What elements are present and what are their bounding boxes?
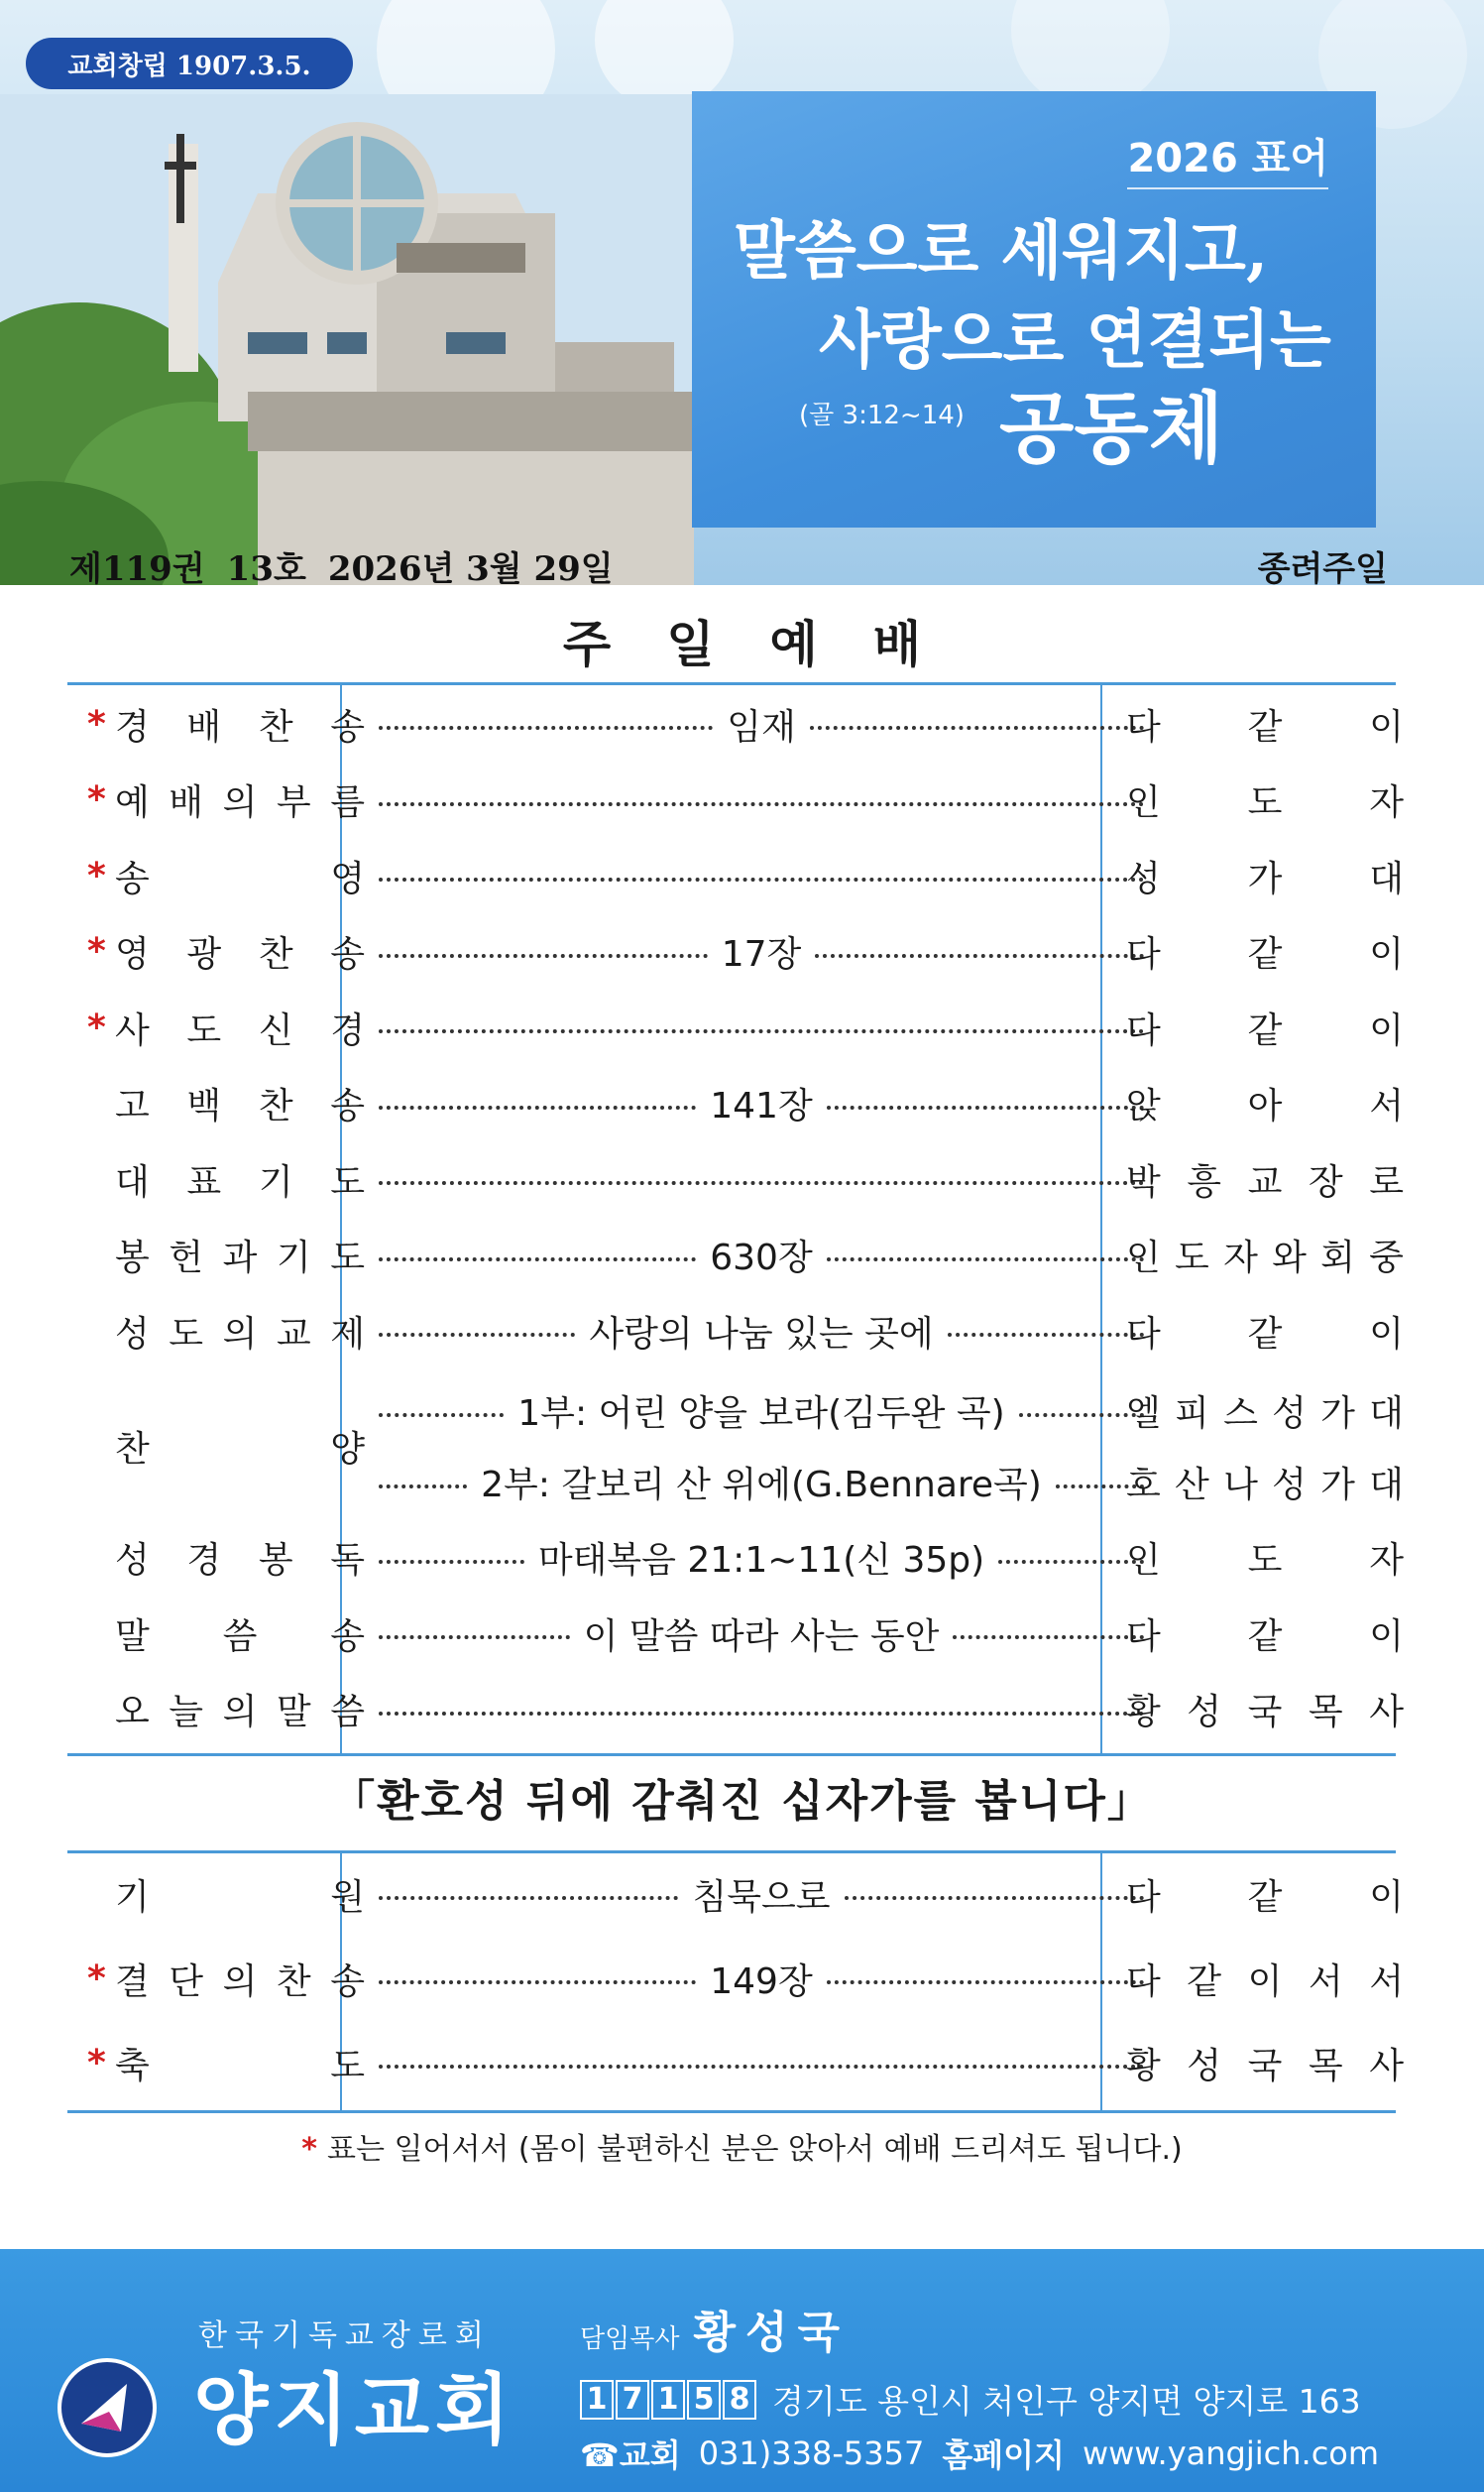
table-bottom-rule — [67, 2110, 1396, 2113]
standing-star: * — [87, 855, 106, 896]
contact-info — [580, 2431, 1379, 2476]
issue-volume: 제119권 — [69, 548, 205, 589]
denomination: 한국기독교장로회 — [198, 2318, 492, 2353]
item-label: 경 배 찬 송 — [115, 706, 365, 748]
note-star: * — [301, 2132, 317, 2167]
item-content: 침묵으로 — [692, 1876, 831, 1918]
item-content: 149장 — [710, 1960, 813, 2002]
motto-year: 2026 표어 — [1127, 127, 1328, 189]
worship-row — [67, 1672, 1404, 1747]
street-address: 경기도 용인시 처인구 양지면 양지로 163 — [772, 2382, 1361, 2421]
item-leader: 다 같 이 서 서 — [1126, 1960, 1404, 2002]
footer-bar — [0, 2249, 1484, 2492]
issue-info — [69, 535, 1388, 595]
standing-star: * — [87, 931, 106, 972]
standing-note — [0, 2124, 1484, 2168]
sermon-title: 「환호성 뒤에 감춰진 십자가를 봅니다」 — [331, 1776, 1153, 1827]
standing-star: * — [87, 779, 106, 820]
zip-digit: 5 — [687, 2380, 721, 2420]
item-label: 고 백 찬 송 — [115, 1086, 365, 1127]
table-bottom-rule — [67, 1753, 1396, 1756]
item-leader: 박 흥 교 장 로 — [1126, 1161, 1404, 1203]
item-leader: 다 같 이 — [1126, 934, 1404, 975]
standing-star: * — [87, 2042, 106, 2083]
worship-row — [67, 763, 1404, 838]
item-content: 141장 — [710, 1086, 813, 1127]
item-label: 사 도 신 경 — [115, 1009, 365, 1051]
sunday-name: 종려주일 — [1257, 548, 1388, 589]
church-logo-icon — [57, 2358, 157, 2457]
item-label: 성 경 봉 독 — [115, 1540, 365, 1581]
issue-date: 2026년 3월 29일 — [327, 548, 614, 589]
motto-line-3: 공동체 — [999, 384, 1224, 474]
item-leader: 인 도 자 와 회 중 — [1126, 1238, 1404, 1278]
table-top-rule — [67, 682, 1396, 685]
address — [580, 2376, 1361, 2423]
item-label: 말 씀 송 — [115, 1615, 365, 1657]
table-top-rule — [67, 1850, 1396, 1853]
item-leader: 앉 아 서 — [1126, 1086, 1404, 1127]
item-content: 1부: 어린 양을 보라(김두완 곡) — [517, 1393, 1005, 1434]
item-label: 오 늘 의 말 씀 — [115, 1692, 365, 1732]
worship-row — [67, 1941, 1404, 2016]
worship-row — [67, 1218, 1404, 1293]
item-label: 영 광 찬 송 — [115, 934, 365, 975]
item-label: 축 도 — [115, 2045, 365, 2086]
worship-row — [67, 1066, 1404, 1141]
standing-star: * — [87, 1007, 106, 1048]
item-leader: 엘 피 스 성 가 대 — [1126, 1393, 1404, 1434]
zip-digit: 1 — [580, 2380, 614, 2420]
item-label: 예 배 의 부 름 — [115, 782, 365, 823]
pastor-name: 황성국 — [693, 2308, 850, 2358]
item-content: 이 말씀 따라 사는 동안 — [583, 1615, 940, 1657]
item-leader: 인 도 자 — [1126, 782, 1404, 823]
item-label: 기 원 — [115, 1876, 365, 1918]
item-leader: 다 같 이 — [1126, 1615, 1404, 1657]
item-label: 결 단 의 찬 송 — [115, 1960, 365, 2002]
worship-row — [67, 686, 1404, 762]
zip-code — [580, 2380, 756, 2420]
item-content: 임재 — [727, 706, 796, 748]
established-badge: 교회창립 1907.3.5. — [26, 38, 353, 89]
homepage-link[interactable]: www.yangjich.com — [1082, 2434, 1380, 2472]
item-label: 대 표 기 도 — [115, 1161, 365, 1203]
item-content: 2부: 갈보리 산 위에(G.Bennare곡) — [481, 1465, 1042, 1505]
item-content: 사랑의 나눔 있는 곳에 — [589, 1313, 934, 1355]
praise-label-row — [67, 1409, 1396, 1484]
worship-row — [67, 1141, 1404, 1217]
zip-digit: 7 — [616, 2380, 649, 2420]
item-label: 성 도 의 교 제 — [115, 1313, 365, 1355]
item-leader: 성 가 대 — [1126, 858, 1404, 899]
item-leader: 호 산 나 성 가 대 — [1126, 1465, 1404, 1505]
worship-row — [67, 1520, 1404, 1596]
worship-row — [67, 914, 1404, 990]
motto-line-1: 말씀으로 세워지고, — [734, 214, 1269, 289]
item-leader: 다 같 이 — [1126, 1313, 1404, 1355]
item-content: 17장 — [721, 934, 802, 975]
church-building-image — [0, 94, 694, 585]
item-leader: 황 성 국 목 사 — [1126, 1692, 1404, 1732]
item-content: 630장 — [710, 1238, 813, 1278]
item-leader: 다 같 이 — [1126, 1876, 1404, 1918]
worship-title: 주일예배 — [562, 616, 977, 673]
item-label: 송 영 — [115, 858, 365, 899]
worship-row — [67, 2025, 1404, 2100]
phone-number: 031)338-5357 — [698, 2434, 925, 2472]
standing-star: * — [87, 703, 106, 745]
pastor-info — [580, 2297, 850, 2360]
item-leader: 다 같 이 — [1126, 1009, 1404, 1051]
homepage-label: 홈페이지 — [942, 2436, 1065, 2474]
worship-row — [67, 1293, 1404, 1368]
note-text: 표는 일어서서 (몸이 불편하신 분은 앉아서 예배 드리셔도 됩니다.) — [326, 2132, 1183, 2167]
item-leader: 인 도 자 — [1126, 1540, 1404, 1581]
motto-line-2: 사랑으로 연결되는 — [819, 303, 1331, 378]
issue-number: 13호 — [226, 548, 306, 589]
phone-label: ☎교회 — [580, 2436, 681, 2474]
worship-row — [67, 990, 1404, 1065]
item-leader: 황 성 국 목 사 — [1126, 2045, 1404, 2086]
worship-row — [67, 838, 1404, 913]
motto-panel — [692, 91, 1376, 528]
item-content: 마태복음 21:1~11(신 35p) — [537, 1540, 985, 1581]
motto-reference: (골 3:12~14) — [799, 401, 965, 430]
header-banner — [0, 0, 1484, 585]
worship-row — [67, 1596, 1404, 1671]
pastor-label: 담임목사 — [580, 2324, 680, 2354]
item-label: 봉 헌 과 기 도 — [115, 1238, 365, 1278]
church-name: 양지교회 — [193, 2365, 516, 2455]
standing-star: * — [87, 1958, 106, 1999]
item-leader: 다 같 이 — [1126, 706, 1404, 748]
zip-digit: 8 — [723, 2380, 756, 2420]
worship-row — [67, 1856, 1404, 1932]
zip-digit: 1 — [651, 2380, 685, 2420]
item-label: 찬 양 — [115, 1429, 365, 1470]
